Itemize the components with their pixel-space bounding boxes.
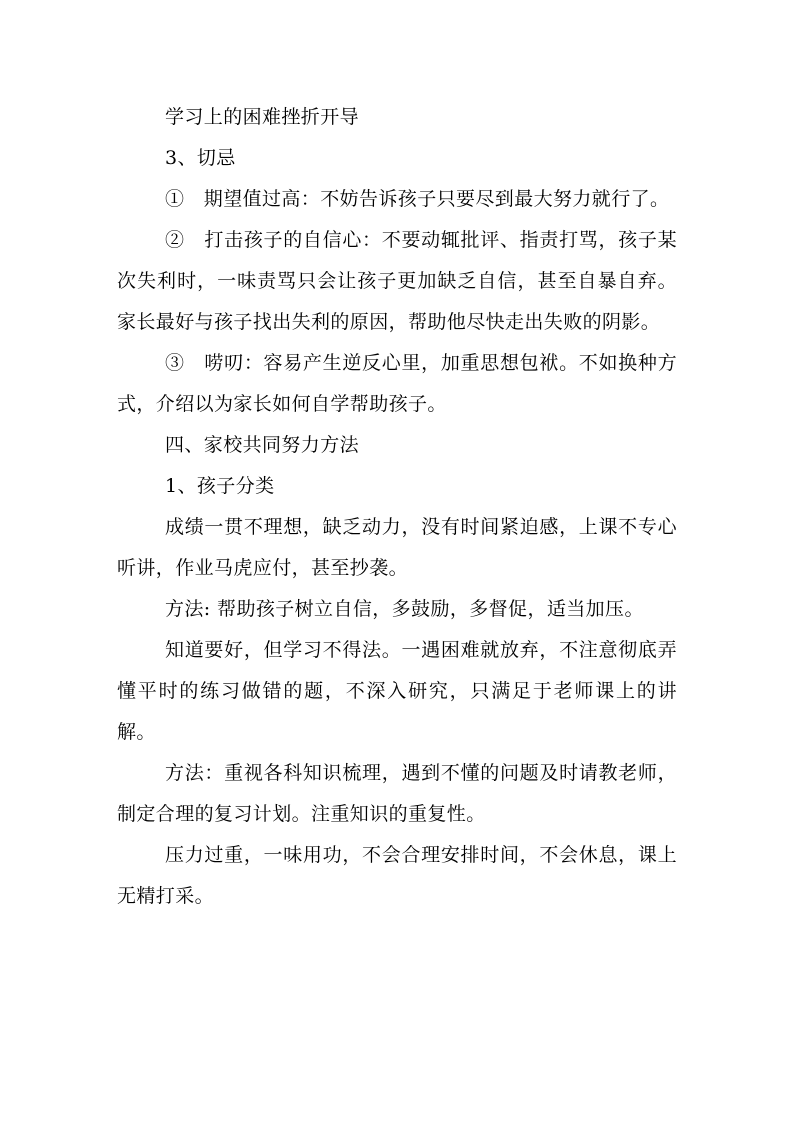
paragraph-type-two: 知道要好，但学习不得法。一遇困难就放弃，不注意彻底弄懂平时的练习做错的题，不深入研究，只满足于老师课上的讲解。 <box>117 639 677 743</box>
paragraph-method-one: 方法: 帮助孩子树立自信，多鼓励，多督促，适当加压。 <box>165 598 644 620</box>
paragraph-expectation: ① 期望值过高：不妨告诉孩子只要尽到最大努力就行了。 <box>165 188 670 210</box>
paragraph-type-three: 压力过重，一味用功，不会合理安排时间，不会休息，课上无精打采。 <box>117 844 677 907</box>
paragraph-confidence: ② 打击孩子的自信心：不要动辄批评、指责打骂，孩子某次失利时，一味责骂只会让孩子更加缺乏自信，甚至自暴自弃。家长最好与孩子找出失利的原因，帮助他尽快走出失败的阴影。 <box>117 229 677 333</box>
section-heading-methods: 四、家校共同努力方法 <box>165 434 360 456</box>
paragraph-nagging: ③ 唠叨：容易产生逆反心里，加重思想包袱。不如换种方式，介绍以为家长如何自学帮助孩子。 <box>117 352 677 415</box>
paragraph-heading-classification: 1、孩子分类 <box>165 475 275 497</box>
paragraph-type-one: 成绩一贯不理想，缺乏动力，没有时间紧迫感，上课不专心听讲，作业马虎应付，甚至抄袭。 <box>117 516 677 579</box>
document-body <box>117 97 677 917</box>
paragraph-method-two: 方法：重视各科知识梳理，遇到不懂的问题及时请教老师，制定合理的复习计划。注重知识的重复性。 <box>117 762 677 825</box>
paragraph-heading-taboo: 3、切忌 <box>165 147 236 169</box>
paragraph-heading-difficulty: 学习上的困难挫折开导 <box>165 106 360 128</box>
